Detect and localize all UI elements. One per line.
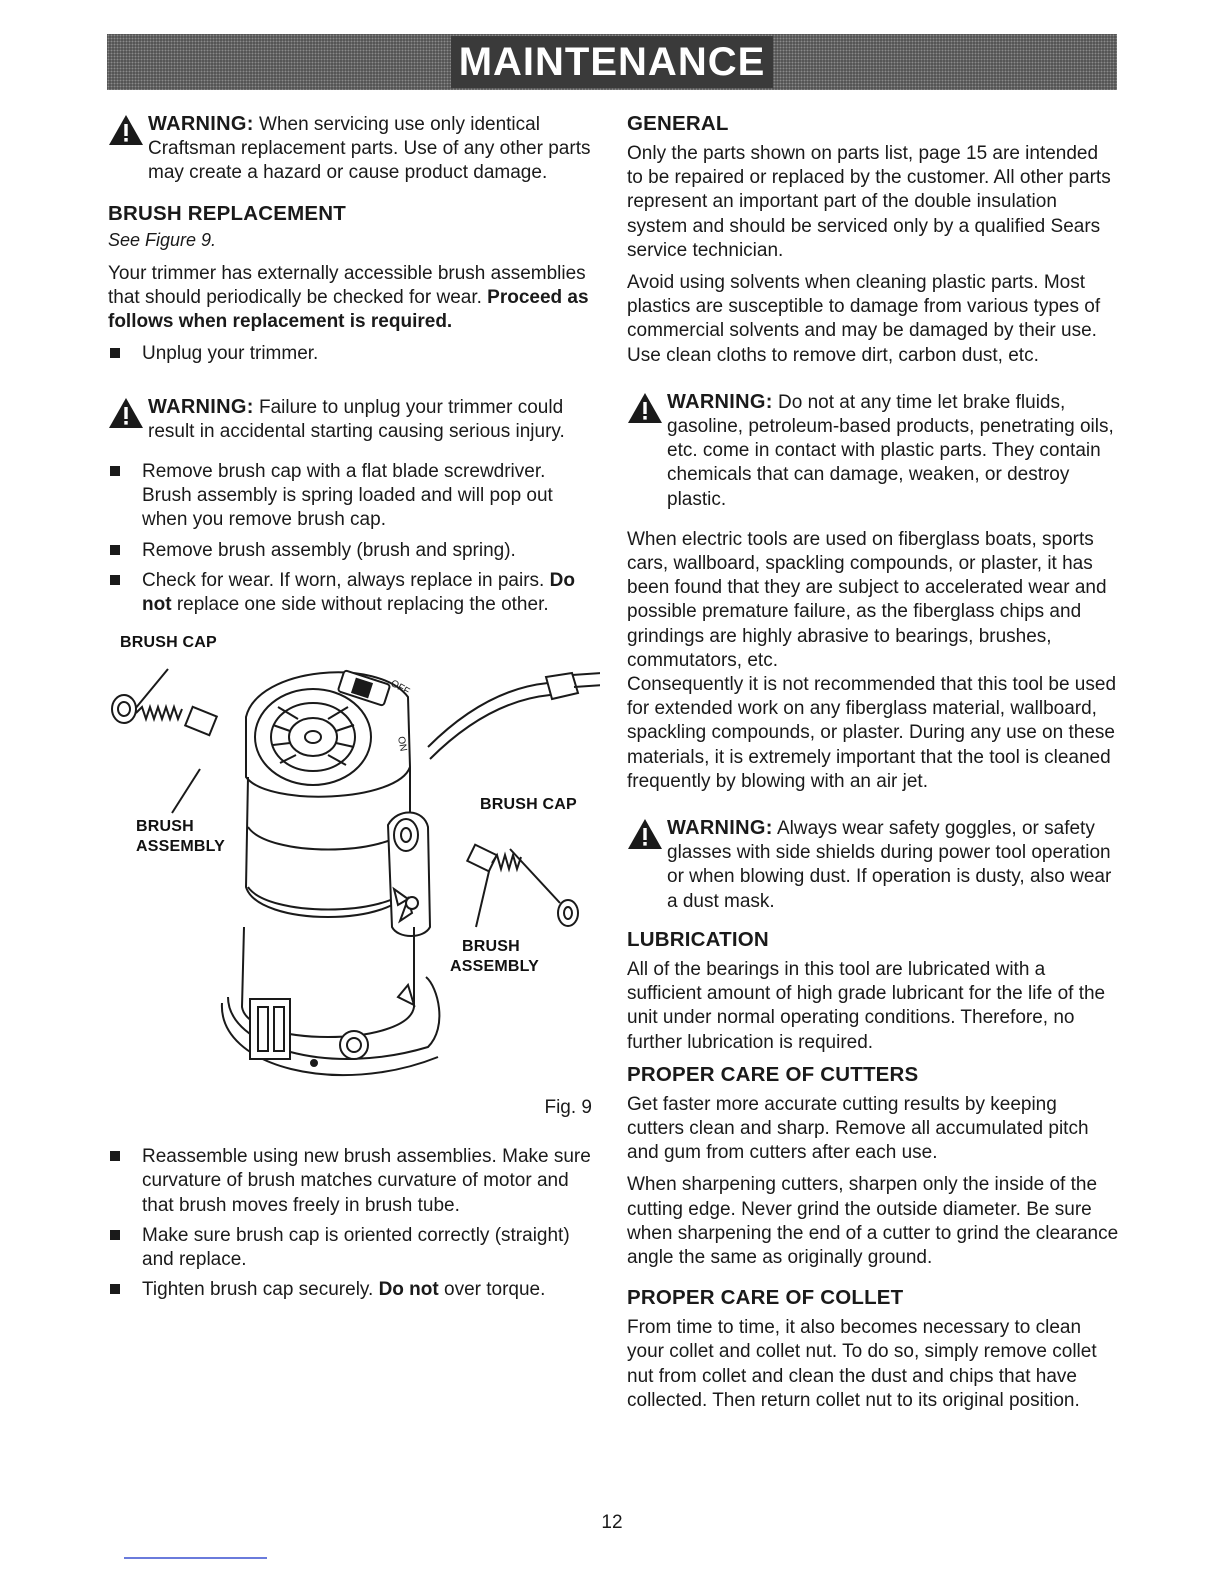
page-number: 12 bbox=[601, 1512, 623, 1533]
list-item bbox=[108, 539, 600, 563]
warning-triangle-icon bbox=[108, 397, 144, 429]
general-heading: GENERAL bbox=[627, 112, 729, 135]
label-brush-cap-right: BRUSH CAP bbox=[480, 796, 577, 814]
figure-9 bbox=[108, 627, 600, 1127]
bullet-square-icon bbox=[110, 348, 120, 358]
brush-intro-text: Your trimmer has externally accessible brush assemblies that should periodically be checked for wear. bbox=[108, 262, 586, 309]
bullet-text-rest: over torque. bbox=[438, 1279, 546, 1301]
cutters-paragraph-2: When sharpening cutters, sharpen only the inside of the cutting edge. Never grind the outside diameter. Be sure when sharpening the end of a cutter to grind the clearance angle the same as originally ground. bbox=[627, 1174, 1119, 1268]
list-item bbox=[108, 460, 600, 533]
label-line-1: BRUSH bbox=[136, 818, 194, 836]
lubrication-heading: LUBRICATION bbox=[627, 927, 769, 951]
warning-text: Always wear safety goggles, or safety glasses with side shields during power tool operation or when blowing dust. If operation is dusty, also wear a dust mask. bbox=[667, 818, 1112, 912]
warning-label: WARNING: bbox=[667, 817, 773, 840]
switch-off-label: OFF bbox=[388, 678, 412, 698]
lubrication-paragraph: All of the bearings in this tool are lubricated with a sufficient amount of high grade lubricant for the life of the unit under normal operating conditions. Therefore, no further lubrication is required. bbox=[627, 958, 1106, 1053]
warning-triangle-icon bbox=[108, 114, 144, 146]
footer-divider bbox=[124, 1557, 267, 1559]
warning-safety-goggles bbox=[627, 816, 1119, 914]
brush-intro-bold: Proceed as follows when replacement is required. bbox=[108, 287, 589, 333]
trimmer-illustration bbox=[108, 627, 600, 1127]
warning-text: Failure to unplug your trimmer could result in accidental starting causing serious injury. bbox=[148, 396, 565, 442]
general-paragraph-2: Avoid using solvents when cleaning plastic parts. Most plastics are susceptible to damage from various types of commercial solvents and may be damaged by their use. Use clean cloths to remove dirt, carbon dust, etc. bbox=[627, 272, 1101, 366]
warning-label: WARNING: bbox=[667, 390, 773, 413]
label-brush-assembly-right bbox=[450, 937, 539, 977]
warning-label: WARNING: bbox=[148, 113, 254, 135]
bullet-text: Make sure brush cap is oriented correctly (straight) and replace. bbox=[142, 1224, 570, 1271]
right-column bbox=[627, 112, 1119, 1413]
bullet-bold: Do not bbox=[142, 569, 575, 616]
figure-caption: Fig. 9 bbox=[544, 1097, 592, 1119]
bullet-text: Remove brush assembly (brush and spring). bbox=[142, 539, 516, 561]
warning-triangle-icon bbox=[627, 818, 663, 850]
list-item bbox=[108, 1145, 600, 1218]
label-line-2: ASSEMBLY bbox=[450, 958, 540, 976]
label-brush-cap-top: BRUSH CAP bbox=[120, 634, 217, 652]
bullet-square-icon bbox=[110, 466, 120, 476]
label-line-2: ASSEMBLY bbox=[136, 838, 226, 856]
brush-replacement-heading: BRUSH REPLACEMENT bbox=[108, 201, 347, 225]
general-paragraph-1: Only the parts shown on parts list, page 15 are intended to be repaired or replaced by the customer. All other parts represent an important part of the double insulation system and should be serviced only by a qualified Sears service technician. bbox=[627, 143, 1111, 261]
list-item bbox=[108, 342, 600, 366]
section-banner bbox=[107, 34, 1117, 90]
bullet-square-icon bbox=[110, 1151, 120, 1161]
warning-text: When servicing use only identical Craftsman replacement parts. Use of any other parts may create a hazard or cause product damage. bbox=[148, 114, 591, 184]
warning-chemicals bbox=[627, 390, 1119, 512]
bullet-square-icon bbox=[110, 545, 120, 555]
warning-label: WARNING: bbox=[148, 395, 254, 418]
brush-intro-paragraph bbox=[108, 262, 600, 335]
bullet-square-icon bbox=[110, 575, 120, 585]
collet-paragraph: From time to time, it also becomes necessary to clean your collet and collet nut. To do so, simply remove collet nut from collet and clean the dust and chips that have collected. Then return collet nut to its original position. bbox=[627, 1317, 1097, 1411]
page-title: MAINTENANCE bbox=[451, 36, 774, 88]
bullet-text: Unplug your trimmer. bbox=[142, 343, 319, 365]
switch-on-label: ON bbox=[395, 735, 409, 753]
bullet-text: Check for wear. If worn, always replace in pairs. bbox=[142, 569, 550, 591]
bullet-square-icon bbox=[110, 1230, 120, 1240]
bullet-text: Tighten brush cap securely. bbox=[142, 1279, 379, 1301]
warning-text: Do not at any time let brake fluids, gasoline, petroleum-based products, penetrating oils, etc. come in contact with plastic parts. They contain chemicals that can damage, weaken, or destroy plastic. bbox=[667, 391, 1114, 510]
fiberglass-paragraph-1: When electric tools are used on fiberglass boats, sports cars, wallboard, spackling compounds, or plaster, it has been found that they are subject to accelerated wear and possible premature failure, as the fiberglass chips and grindings are highly abrasive to bearings, brushes, commutators, etc. bbox=[627, 528, 1107, 671]
bullet-text: Reassemble using new brush assemblies. Make sure curvature of brush matches curvature of motor and that brush moves freely in brush tube. bbox=[142, 1146, 591, 1216]
cutters-heading: PROPER CARE OF CUTTERS bbox=[627, 1062, 919, 1086]
bullet-bold: Do not bbox=[378, 1279, 439, 1301]
collet-heading: PROPER CARE OF COLLET bbox=[627, 1286, 904, 1310]
list-item bbox=[108, 1224, 600, 1272]
list-item bbox=[108, 1278, 600, 1302]
fiberglass-paragraph-2: Consequently it is not recommended that this tool be used for extended work on any fiberglass material, wallboard, spackling compounds, or plaster. During any use on these materials, it is extremely important that the tool is cleaned frequently by blowing with an air jet. bbox=[627, 674, 1117, 792]
label-brush-assembly-left bbox=[136, 817, 225, 857]
cutters-paragraph-1: Get faster more accurate cutting results by keeping cutters clean and sharp. Remove all accumulated pitch and gum from cutters after each use. bbox=[627, 1093, 1089, 1164]
label-line-1: BRUSH bbox=[462, 938, 520, 956]
left-column bbox=[108, 112, 600, 1302]
bullet-text-rest: replace one side without replacing the other. bbox=[171, 594, 549, 616]
warning-unplug bbox=[108, 395, 600, 444]
list-item bbox=[108, 569, 600, 617]
bullet-square-icon bbox=[110, 1284, 120, 1294]
bullet-text: Remove brush cap with a flat blade screwdriver. Brush assembly is spring loaded and will pop out when you remove brush cap. bbox=[142, 461, 553, 531]
see-figure-note: See Figure 9. bbox=[108, 229, 217, 250]
warning-triangle-icon bbox=[627, 392, 663, 424]
warning-replacement-parts bbox=[108, 112, 600, 186]
